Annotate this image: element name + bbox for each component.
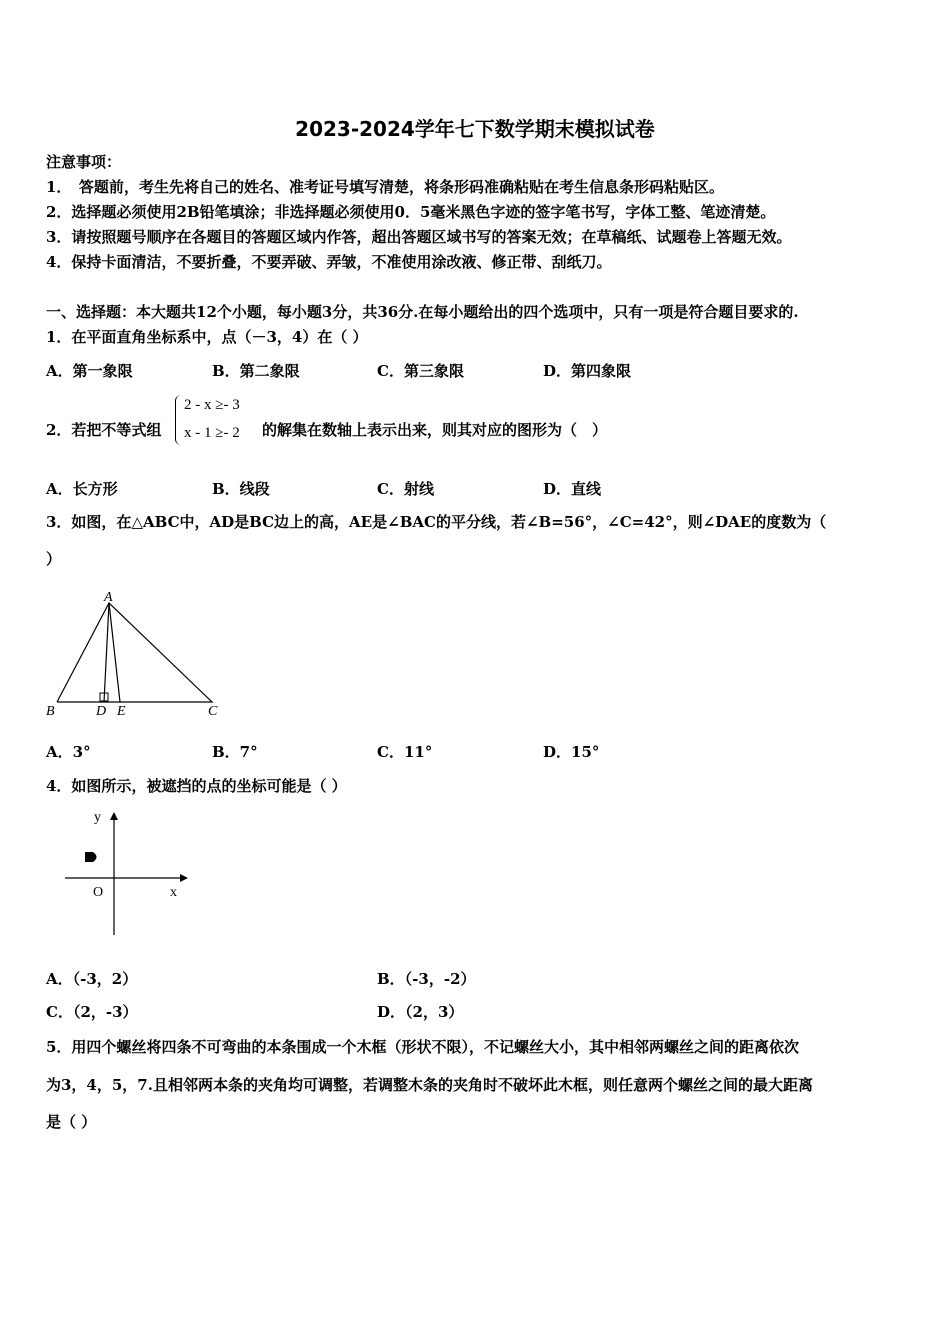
q3-stem-cont: ）: [46, 550, 62, 568]
notice-item: 2．选择题必须使用2B铅笔填涂；非选择题必须使用0．5毫米黑色字迹的签字笔书写，字体工整、笔迹清楚。: [46, 203, 776, 221]
q3-option-d: D．15°: [543, 743, 600, 761]
q4-option-b: B．（-3，-2）: [377, 970, 476, 988]
axis-y-label: y: [94, 810, 101, 825]
q4-stem: 4．如图所示，被遮挡的点的坐标可能是（ ）: [46, 777, 347, 795]
q2-stem-suffix: 的解集在数轴上表示出来，则其对应的图形为（ ）: [262, 421, 608, 439]
page-title: 2023-2024学年七下数学期末模拟试卷: [295, 117, 655, 141]
q2-option-c: C．射线: [377, 480, 434, 498]
q3-option-a: A．3°: [46, 743, 91, 761]
q5-stem-line: 是（ ）: [46, 1113, 97, 1131]
notice-item: 1． 答题前，考生先将自己的姓名、准考证号填写清楚，将条形码准确粘贴在考生信息条形码粘贴区。: [46, 178, 724, 196]
q1-option-b: B．第二象限: [212, 362, 300, 380]
q2-option-d: D．直线: [543, 480, 602, 498]
q3-option-c: C．11°: [377, 743, 433, 761]
label-b: B: [46, 704, 55, 719]
q2-option-a: A．长方形: [46, 480, 118, 498]
notice-heading: 注意事项：: [46, 153, 122, 171]
q1-option-a: A．第一象限: [46, 362, 133, 380]
q3-option-b: B．7°: [212, 743, 258, 761]
q1-option-c: C．第三象限: [377, 362, 464, 380]
q1-stem: 1．在平面直角坐标系中，点（－3，4）在（ ）: [46, 328, 368, 346]
q2-option-b: B．线段: [212, 480, 270, 498]
q2-stem-prefix: 2．若把不等式组: [46, 421, 162, 439]
label-e: E: [117, 704, 126, 719]
coordinate-figure: [60, 805, 195, 940]
q5-stem-line: 为3，4，5，7.且相邻两本条的夹角均可调整，若调整木条的夹角时不破坏此木框，则任意两个螺丝之间的最大距离: [46, 1076, 813, 1094]
label-d: D: [96, 704, 107, 719]
axis-x-label: x: [170, 885, 177, 900]
label-c: C: [208, 704, 218, 719]
notice-item: 3．请按照题号顺序在各题目的答题区域内作答，超出答题区域书写的答案无效；在草稿纸、试题卷上答题无效。: [46, 228, 792, 246]
notice-item: 4．保持卡面清洁，不要折叠，不要弄破、弄皱，不准使用涂改液、修正带、刮纸刀。: [46, 253, 612, 271]
label-a: A: [104, 590, 113, 605]
q3-stem: 3．如图，在△ABC中，AD是BC边上的高，AE是∠BAC的平分线，若∠B=56°，∠C=42°，则∠DAE的度数为（: [46, 513, 827, 531]
q4-option-a: A．（-3，2）: [46, 970, 138, 988]
origin-label: O: [93, 885, 104, 900]
q4-option-c: C．（2，-3）: [46, 1003, 138, 1021]
section-heading: 一、选择题：本大题共12个小题，每小题3分，共36分.在每小题给出的四个选项中，只有一项是符合题目要求的.: [46, 303, 799, 321]
q4-option-d: D．（2，3）: [377, 1003, 464, 1021]
q5-stem-line: 5．用四个螺丝将四条不可弯曲的本条围成一个木框（形状不限），不记螺丝大小，其中相邻两螺丝之间的距离依次: [46, 1038, 799, 1056]
q2-inequality-1: 2 - x ≥- 3: [184, 397, 240, 413]
inequality-brace: [175, 395, 182, 445]
q1-option-d: D．第四象限: [543, 362, 632, 380]
hidden-point-blob: [85, 852, 97, 862]
q2-inequality-2: x - 1 ≥- 2: [184, 425, 240, 441]
triangle-figure: [40, 585, 230, 720]
